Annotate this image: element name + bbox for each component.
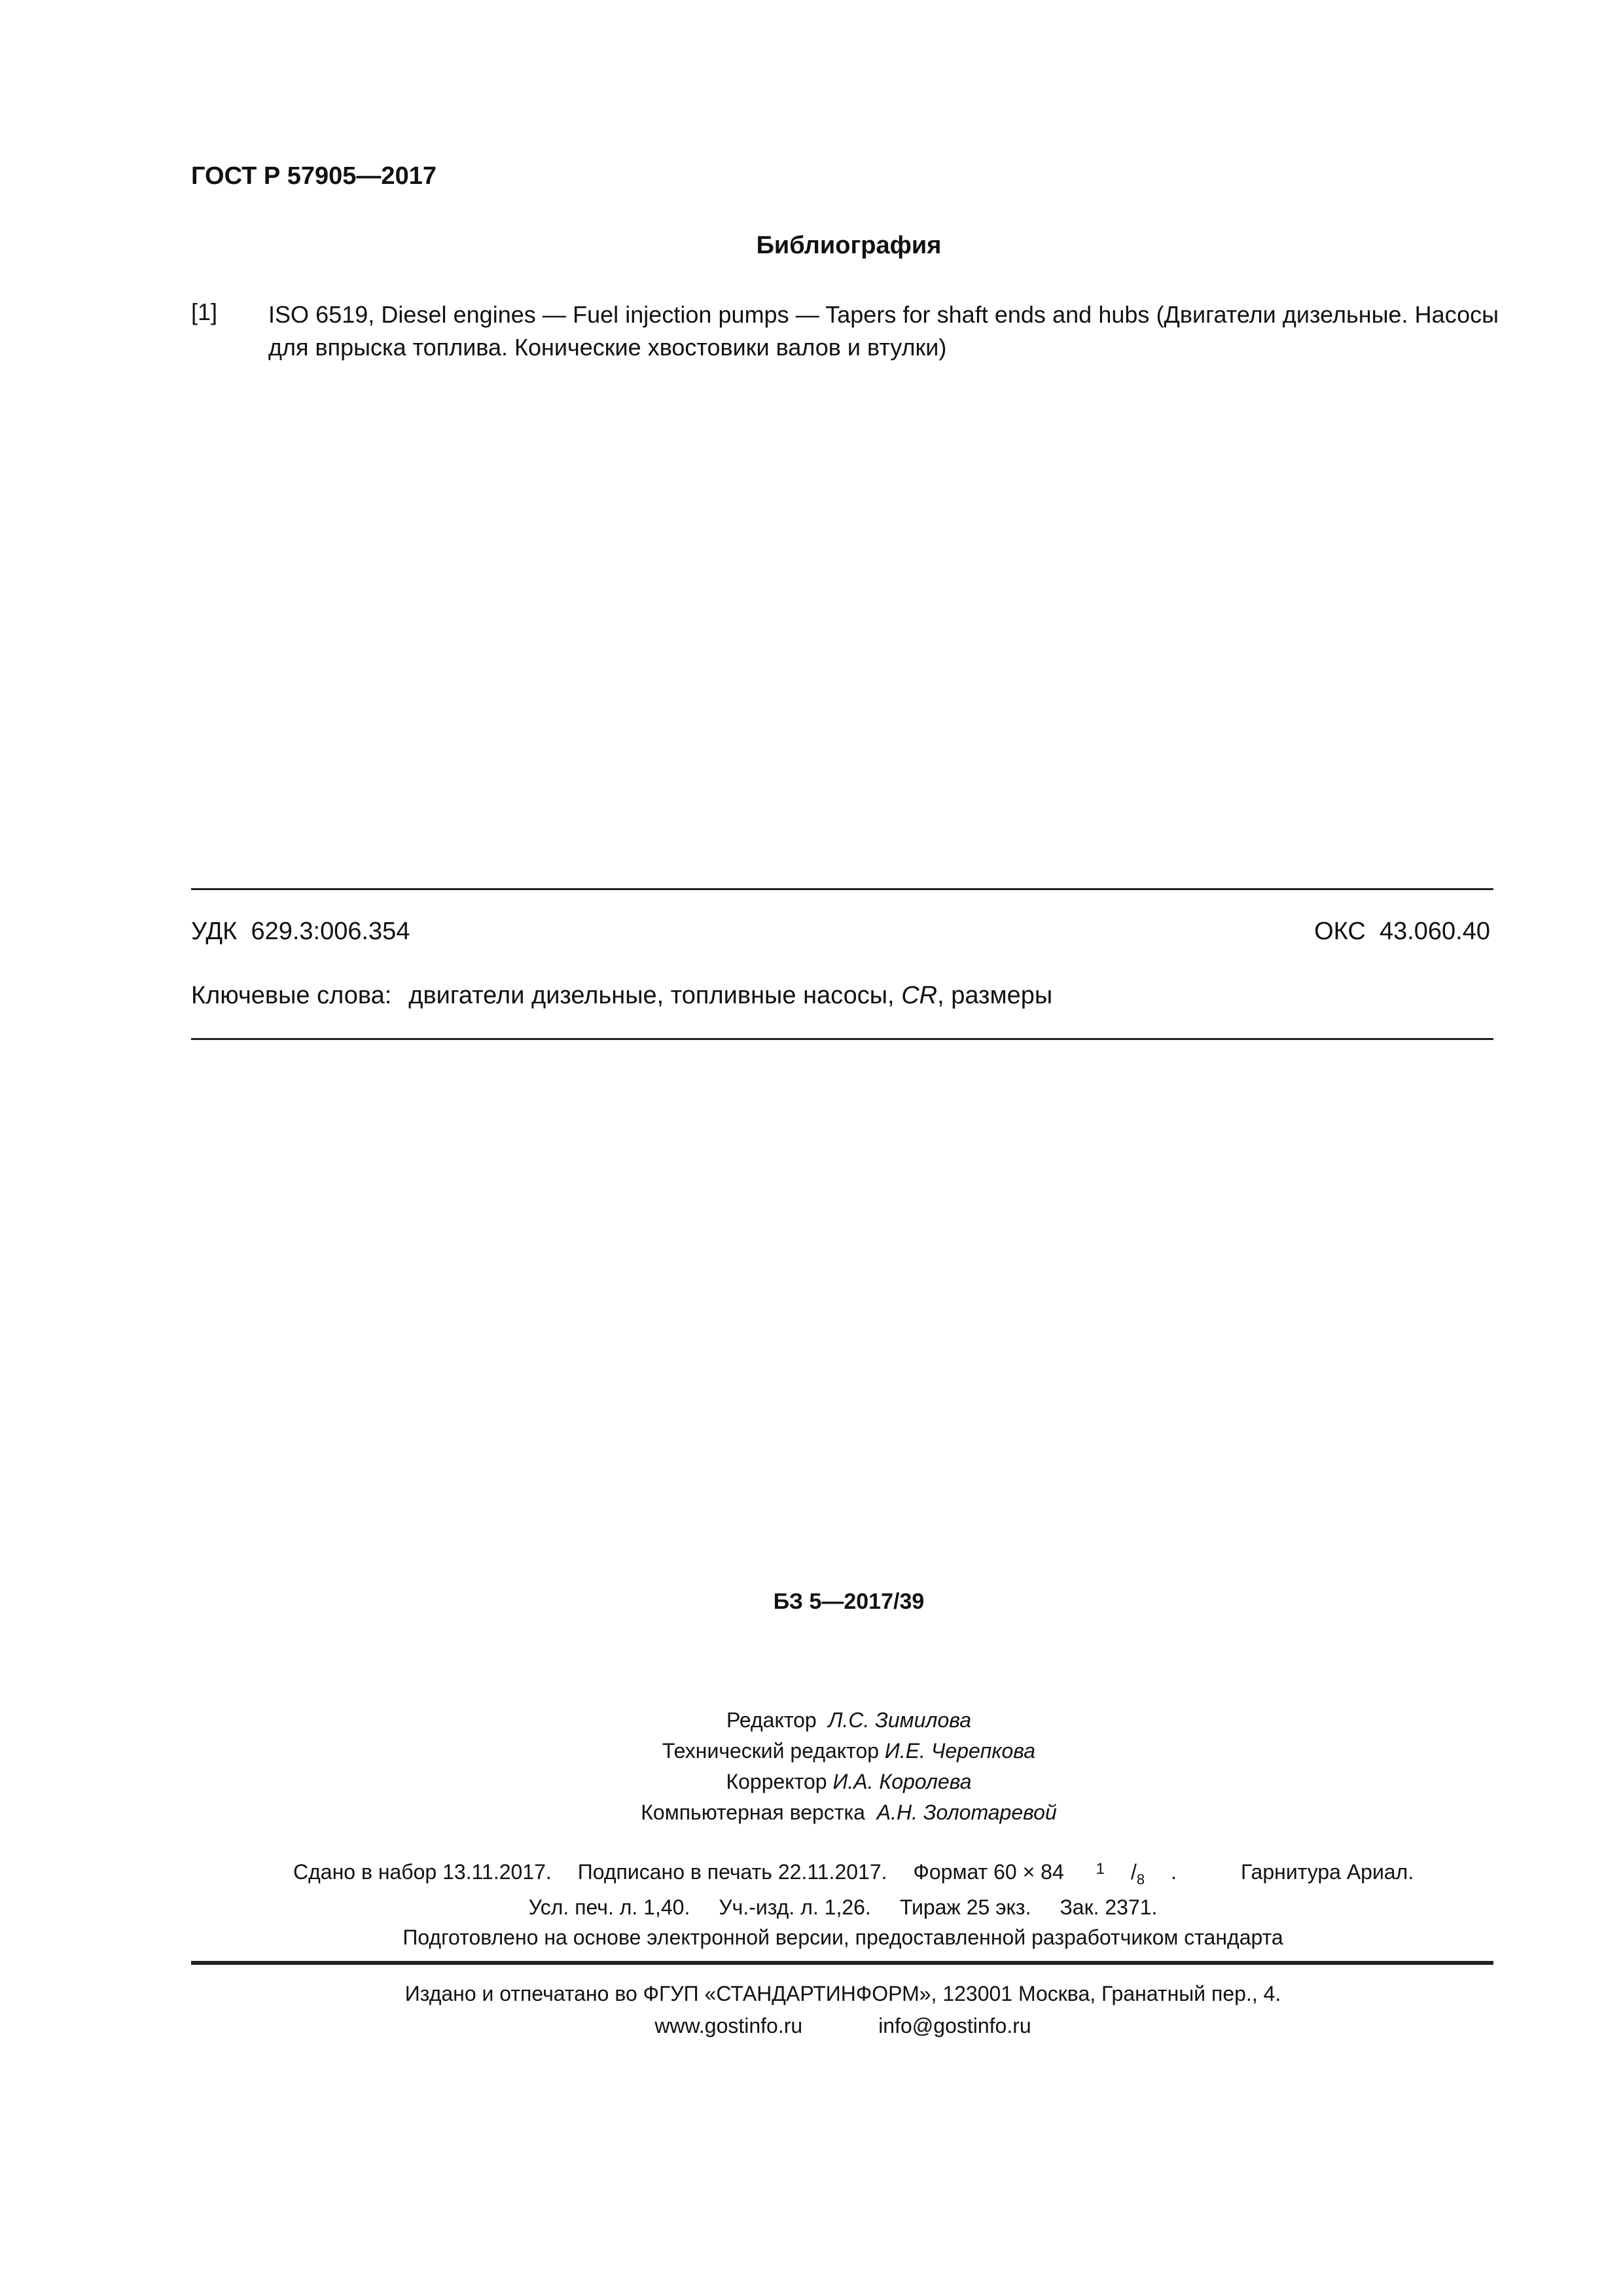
order-number: Зак. 2371. bbox=[1060, 1895, 1158, 1919]
bibliography-title: Библиография bbox=[756, 232, 942, 259]
print-sheets: Усл. печ. л. 1,40. bbox=[528, 1895, 690, 1919]
oks-value: 43.060.40 bbox=[1379, 918, 1490, 945]
format-numerator: 1 bbox=[1096, 1860, 1105, 1878]
staff-role: Технический редактор bbox=[662, 1739, 880, 1763]
staff-corrector bbox=[0, 1770, 1623, 1794]
bibliography-entry-number: [1] bbox=[191, 298, 218, 325]
document-code: ГОСТ Р 57905—2017 bbox=[191, 162, 437, 190]
staff-name: И.Е. Черепкова bbox=[884, 1739, 1036, 1763]
typeface: Гарнитура Ариал. bbox=[1241, 1860, 1414, 1884]
keywords-label: Ключевые слова: bbox=[191, 982, 392, 1009]
staff-name: И.А. Королева bbox=[832, 1770, 972, 1793]
oks-code bbox=[1314, 918, 1490, 946]
sheets-line bbox=[0, 1895, 1623, 1920]
keywords-italic: CR bbox=[901, 982, 938, 1009]
sent-date: Сдано в набор 13.11.2017. bbox=[293, 1860, 552, 1884]
keywords-text-end: , размеры bbox=[937, 982, 1053, 1009]
email-link[interactable]: info@gostinfo.ru bbox=[878, 2014, 1031, 2037]
staff-tech-editor bbox=[0, 1739, 1623, 1763]
keywords-text: двигатели дизельные, топливные насосы, bbox=[408, 982, 895, 1009]
format-prefix: Формат 60 × 84 bbox=[913, 1860, 1064, 1884]
circulation: Тираж 25 экз. bbox=[899, 1895, 1031, 1919]
staff-layout bbox=[0, 1801, 1623, 1825]
divider-top bbox=[191, 888, 1493, 890]
oks-label: ОКС bbox=[1314, 918, 1366, 945]
imprint-divider bbox=[191, 1961, 1493, 1965]
staff-role: Корректор bbox=[726, 1770, 827, 1793]
bibliography-entry-text: ISO 6519, Diesel engines — Fuel injection pumps — Tapers for shaft ends and hubs (Двигатели дизельные. Насосы для впрыска топлива. Конические хвостовики валов и втулки) bbox=[268, 301, 1499, 361]
format-denominator: 8 bbox=[1136, 1871, 1145, 1888]
prepared-note: Подготовлено на основе электронной версии, предоставленной разработчиком стандарта bbox=[402, 1926, 1283, 1949]
staff-role: Редактор bbox=[726, 1708, 817, 1732]
print-info-line bbox=[293, 1860, 1440, 1888]
keywords bbox=[191, 982, 1052, 1010]
pub-sheets: Уч.-изд. л. 1,26. bbox=[719, 1895, 871, 1919]
divider-bottom bbox=[191, 1038, 1493, 1040]
publisher-line: Издано и отпечатано во ФГУП «СТАНДАРТИНФОРМ», 123001 Москва, Гранатный пер., 4. bbox=[404, 1982, 1281, 2005]
udk-value: 629.3:006.354 bbox=[251, 918, 410, 945]
staff-role: Компьютерная верстка bbox=[641, 1801, 865, 1824]
staff-name: Л.С. Зимилова bbox=[828, 1708, 972, 1732]
staff-editor bbox=[0, 1708, 1623, 1732]
website-link[interactable]: www.gostinfo.ru bbox=[654, 2014, 803, 2037]
udk-code bbox=[191, 918, 410, 946]
paper-format: Формат 60 × 84 $^1$ $/_8$ . bbox=[913, 1860, 1177, 1888]
contacts-line bbox=[0, 2014, 1623, 2038]
staff-name: А.Н. Золотаревой bbox=[876, 1801, 1057, 1824]
udk-label: УДК bbox=[191, 918, 238, 945]
bz-code: БЗ 5—2017/39 bbox=[773, 1589, 925, 1614]
signed-date: Подписано в печать 22.11.2017. bbox=[577, 1860, 887, 1884]
